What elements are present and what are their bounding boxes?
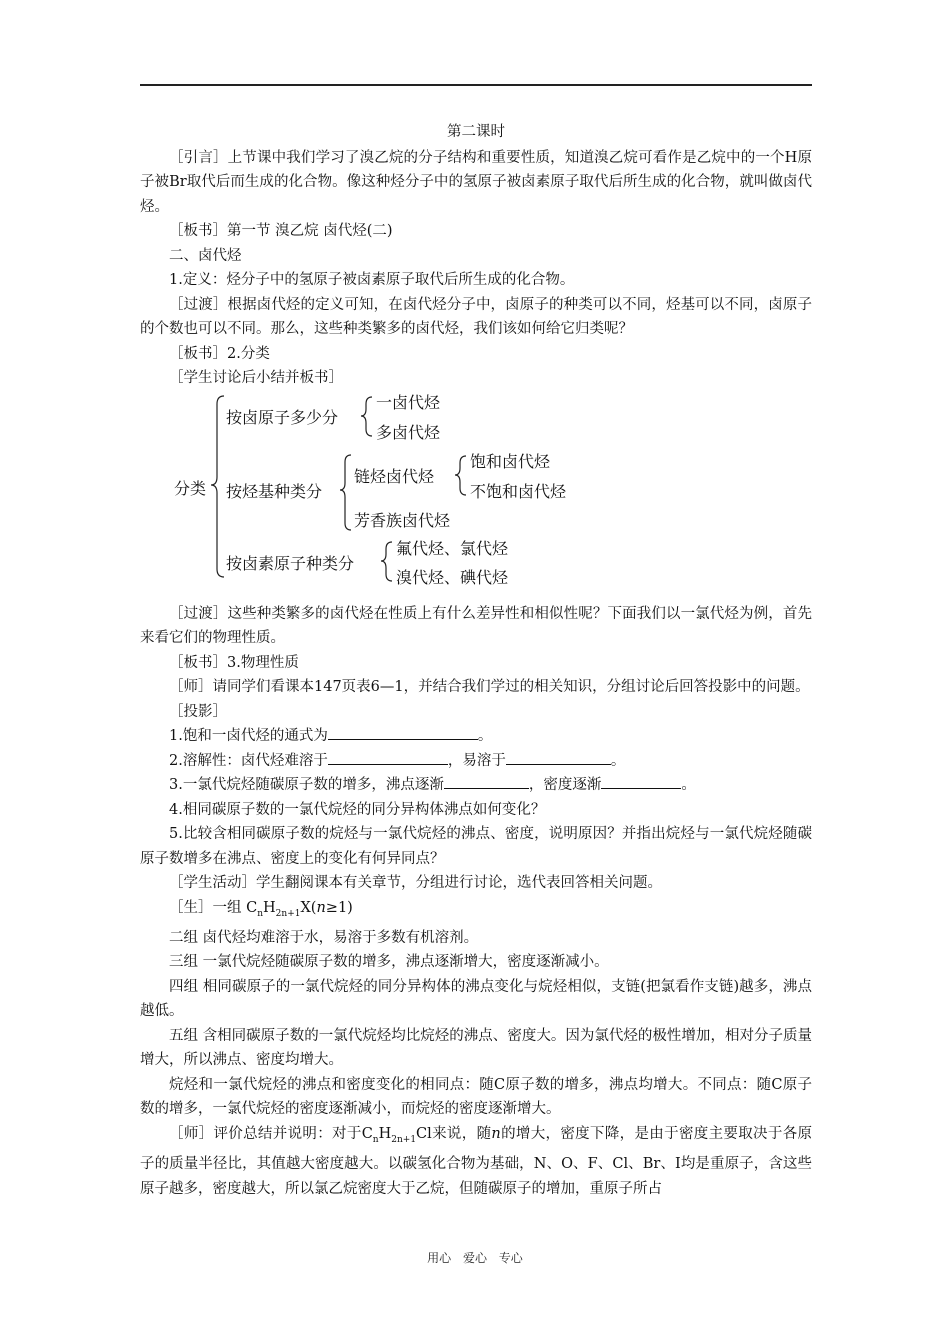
brace-b2 bbox=[340, 455, 351, 530]
document-body bbox=[140, 120, 812, 1201]
lesson-heading: 第二课时 bbox=[447, 124, 505, 140]
answer-blank bbox=[506, 750, 611, 765]
classification-tree bbox=[140, 393, 812, 596]
question-2: 2.溶解性：卤代烃难溶于 ，易溶于 。 bbox=[140, 749, 812, 774]
answer-blank bbox=[328, 725, 478, 740]
tree-poly-halide: 多卤代烃 bbox=[376, 422, 441, 442]
student-activity: ［学生活动］学生翻阅课本有关章节，分组进行讨论，选代表回答相关问题。 bbox=[169, 875, 662, 891]
student-discussion: ［学生讨论后小结并板书］ bbox=[169, 370, 343, 386]
teacher-instruction: ［师］请同学们看课本147页表6—1，并结合我们学过的相关知识，分组讨论后回答投影中的问题。 bbox=[169, 679, 810, 695]
group-2-answer: 二组 卤代烃均难溶于水，易溶于多数有机溶剂。 bbox=[169, 929, 479, 946]
group-4-answer: 四组 相同碳原子的一氯代烷烃的同分异构体的沸点变化与烷烃相似，支链(把氯看作支链)越多，沸点越低。 bbox=[140, 978, 812, 1020]
answer-blank bbox=[601, 774, 681, 789]
question-1: 1.饱和一卤代烃的通式为 。 bbox=[140, 724, 812, 749]
question-5: 5.比较含相同碳原子数的烷烃与一氯代烷烃的沸点、密度，说明原因？并指出烷烃与一氯代烷烃随碳原子数增多在沸点、密度上的变化有何异同点？ bbox=[140, 826, 812, 867]
group-1-answer: ［生］一组 $C_nH_{2n+1}X(n\ge 1)$ bbox=[169, 899, 353, 919]
brace-root bbox=[211, 396, 224, 577]
tree-saturated-halide: 饱和卤代烃 bbox=[470, 451, 551, 471]
brace-b3 bbox=[381, 542, 392, 581]
tree-by-halogen-count: 按卤原子多少分 bbox=[226, 407, 339, 427]
section-heading: 二、卤代烃 bbox=[169, 247, 242, 264]
teacher-summary: ［师］评价总结并说明：对于$C_nH_{2n+1}Cl$来说，随n的增大，密度下降，是由于密度主要取决于各原子的质量半径比，其值越大密度越大。以碳氢化合物为基础，N、O、F、Cl、Br、I均是重原子，含这些原子越多，密度越大，所以氯乙烷密度大于乙烷，但随碳原子的增加，重原子所占 bbox=[140, 1125, 813, 1197]
tree-root: 分类 bbox=[174, 478, 207, 498]
brace-b2a bbox=[455, 456, 466, 495]
paragraph-board-title: ［板书］第一节 溴乙烷 卤代烃(二) bbox=[169, 223, 393, 239]
answer-blank bbox=[444, 774, 529, 789]
page-footer: 用心 爱心 专心 bbox=[427, 1251, 523, 1265]
projection-heading: ［投影］ bbox=[169, 703, 227, 720]
question-4: 4.相同碳原子数的一氯代烷烃的同分异构体沸点如何变化？ bbox=[169, 801, 546, 818]
board-classification: ［板书］2.分类 bbox=[169, 345, 270, 362]
paragraph-intro: ［引言］上节课中我们学习了溴乙烷的分子结构和重要性质，知道溴乙烷可看作是乙烷中的一个H原子被Br取代后而生成的化合物。像这种烃分子中的氢原子被卤素原子取代后所生成的化合物，就叫做卤代烃。 bbox=[140, 149, 812, 215]
brace-b1 bbox=[361, 397, 372, 436]
definition: 1.定义：烃分子中的氢原子被卤素原子取代后所生成的化合物。 bbox=[169, 272, 575, 288]
header-rule bbox=[140, 84, 812, 86]
tree-unsaturated-halide: 不饱和卤代烃 bbox=[470, 481, 567, 501]
group-5-answer: 五组 含相同碳原子数的一氯代烷烃均比烷烃的沸点、密度大。因为氯代烃的极性增加，相对分子质量增大，所以沸点、密度均增大。 bbox=[140, 1027, 812, 1069]
group-3-answer: 三组 一氯代烷烃随碳原子数的增多，沸点逐渐增大，密度逐渐减小。 bbox=[169, 954, 609, 971]
comparison-summary: 烷烃和一氯代烷烃的沸点和密度变化的相同点：随C原子数的增多，沸点均增大。不同点：随C原子数的增多，一氯代烷烃的密度逐渐减小，而烷烃的密度逐渐增大。 bbox=[140, 1076, 812, 1118]
paragraph-transition: ［过渡］根据卤代烃的定义可知，在卤代烃分子中，卤原子的种类可以不同，烃基可以不同，卤原子的个数也可以不同。那么，这些种类繁多的卤代烃，我们该如何给它归类呢？ bbox=[140, 296, 812, 337]
answer-blank bbox=[328, 750, 448, 765]
question-3: 3.一氯代烷烃随碳原子数的增多，沸点逐渐 ，密度逐渐 。 bbox=[140, 773, 812, 798]
tree-aromatic-halide: 芳香族卤代烃 bbox=[354, 510, 451, 530]
tree-by-halogen-type: 按卤素原子种类分 bbox=[226, 553, 355, 573]
tree-mono-halide: 一卤代烃 bbox=[376, 392, 441, 412]
tree-bromo-iodo: 溴代烃、碘代烃 bbox=[396, 567, 509, 587]
tree-by-hydrocarbon-group: 按烃基种类分 bbox=[226, 481, 323, 501]
tree-chain-halide: 链烃卤代烃 bbox=[354, 466, 435, 486]
board-physical-properties: ［板书］3.物理性质 bbox=[169, 654, 299, 671]
paragraph-transition-2: ［过渡］这些种类繁多的卤代烃在性质上有什么差异性和相似性呢？下面我们以一氯代烃为例，首先来看它们的物理性质。 bbox=[140, 605, 812, 646]
tree-fluoro-chloro: 氟代烃、氯代烃 bbox=[396, 538, 509, 558]
